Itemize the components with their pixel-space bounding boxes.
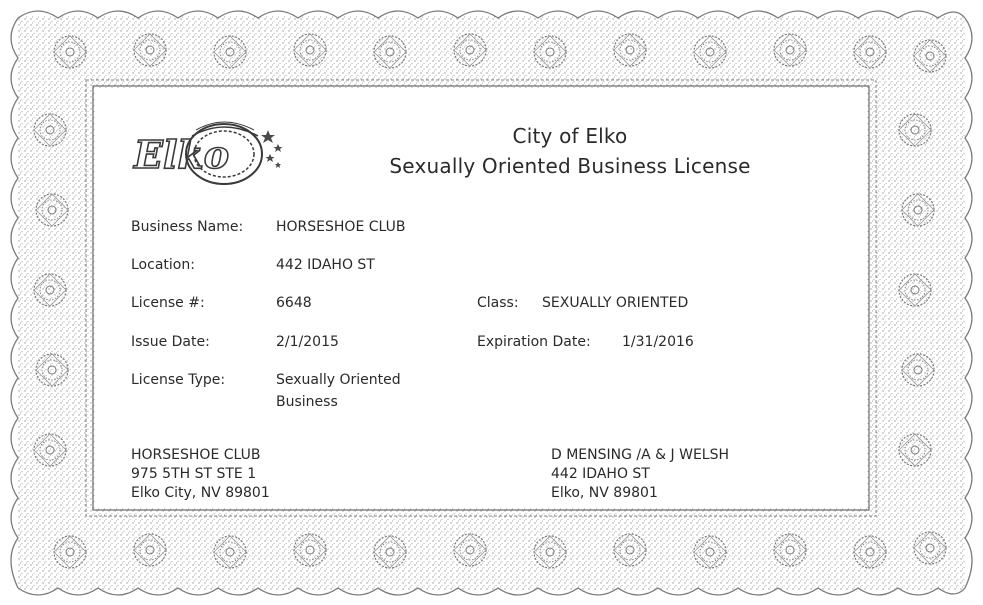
mailing-left-line1: HORSESHOE CLUB bbox=[131, 447, 261, 463]
license-type-value-line1: Sexually Oriented bbox=[276, 372, 401, 388]
business-name-value: HORSESHOE CLUB bbox=[276, 219, 406, 235]
license-number-value: 6648 bbox=[276, 295, 312, 311]
class-value: SEXUALLY ORIENTED bbox=[542, 295, 689, 311]
elko-logo-icon bbox=[128, 118, 286, 190]
mailing-right-line3: Elko, NV 89801 bbox=[551, 485, 658, 501]
license-type-value-line2: Business bbox=[276, 394, 338, 410]
mailing-right-line1: D MENSING /A & J WELSH bbox=[551, 447, 730, 463]
issue-date-label: Issue Date: bbox=[131, 334, 210, 350]
mailing-left-line2: 975 5TH ST STE 1 bbox=[131, 466, 257, 482]
license-number-label: License #: bbox=[131, 295, 205, 311]
mailing-address-left bbox=[131, 446, 270, 503]
license-type-label: License Type: bbox=[131, 372, 226, 388]
business-name-label: Business Name: bbox=[131, 219, 244, 235]
location-label: Location: bbox=[131, 257, 195, 273]
city-title: City of Elko bbox=[512, 124, 628, 148]
expiration-date-label: Expiration Date: bbox=[477, 334, 591, 350]
mailing-right-line2: 442 IDAHO ST bbox=[551, 466, 650, 482]
mailing-left-line3: Elko City, NV 89801 bbox=[131, 485, 270, 501]
class-label: Class: bbox=[477, 295, 519, 311]
license-title: Sexually Oriented Business License bbox=[389, 154, 751, 178]
location-value: 442 IDAHO ST bbox=[276, 257, 375, 273]
expiration-date-value: 1/31/2016 bbox=[622, 334, 694, 350]
svg-text:Elko: Elko bbox=[134, 132, 230, 177]
issue-date-value: 2/1/2015 bbox=[276, 334, 339, 350]
mailing-address-right bbox=[551, 446, 729, 503]
